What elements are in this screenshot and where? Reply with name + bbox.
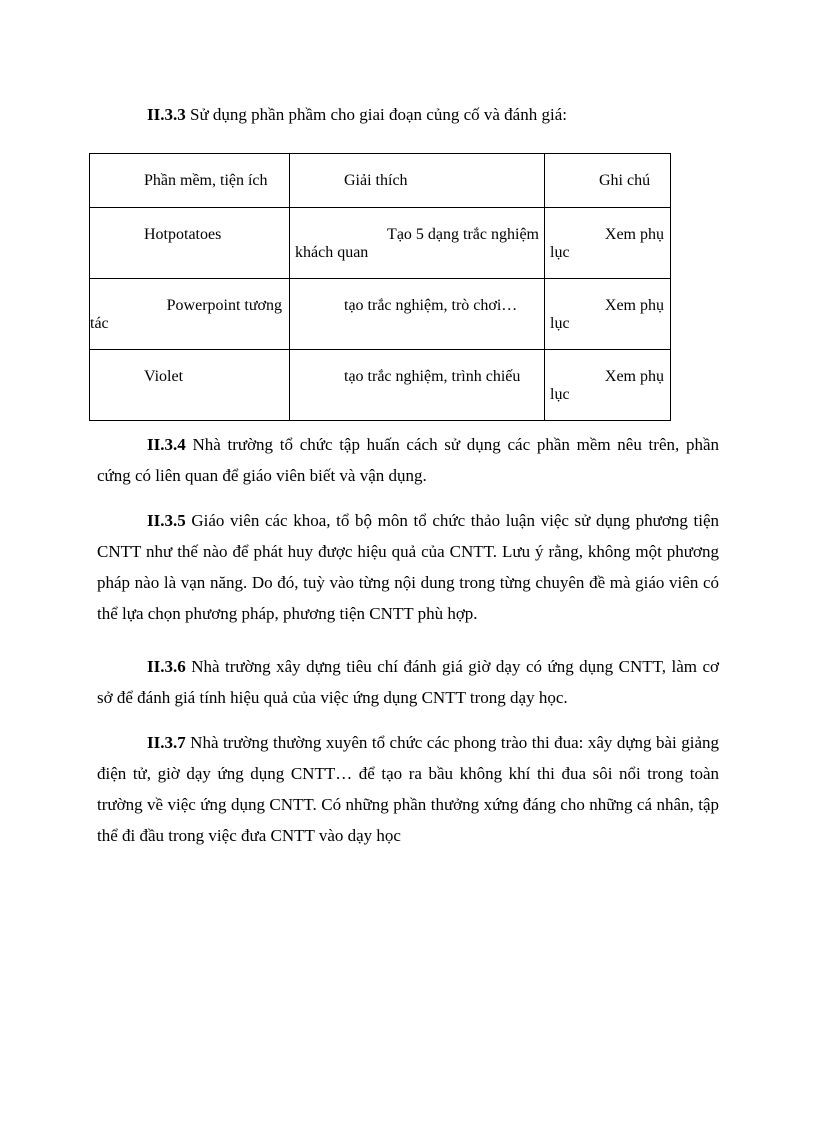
table-header-row — [90, 154, 671, 208]
section-number: II.3.4 — [147, 435, 186, 454]
section-text: Sử dụng phần phầm cho giai đoạn củng cố và đánh giá: — [185, 105, 567, 124]
header-cell-note: Ghi chú — [545, 154, 671, 208]
cell-explanation: Tạo 5 dạng trắc nghiệm khách quan — [290, 208, 545, 279]
section-number: II.3.7 — [147, 733, 186, 752]
paragraph-text: Nhà trường xây dựng tiêu chí đánh giá giờ dạy có ứng dụng CNTT, làm cơ sở để đánh giá tính hiệu quả của việc ứng dụng CNTT trong dạy học. — [97, 657, 719, 707]
cell-note: Xem phụ lục — [545, 279, 671, 350]
section-number: II.3.6 — [147, 657, 186, 676]
table-row — [90, 279, 671, 350]
paragraph-3-5 — [97, 505, 719, 629]
cell-note: Xem phụ lục — [545, 208, 671, 279]
paragraph-3-6 — [97, 651, 719, 713]
software-table — [89, 153, 671, 421]
cell-note: Xem phụ lục — [545, 350, 671, 421]
cell-explanation: tạo trắc nghiệm, trò chơi… — [290, 279, 545, 350]
cell-explanation: tạo trắc nghiệm, trình chiếu — [290, 350, 545, 421]
section-heading-3-3 — [147, 104, 567, 126]
section-number: II.3.3 — [147, 105, 186, 124]
paragraph-text: Nhà trường tổ chức tập huấn cách sử dụng các phần mềm nêu trên, phần cứng có liên quan để giáo viên biết và vận dụng. — [97, 435, 719, 485]
table-row — [90, 208, 671, 279]
cell-software: Powerpoint tương tác — [90, 279, 290, 350]
paragraph-3-4 — [97, 429, 719, 491]
paragraph-text: Nhà trường thường xuyên tổ chức các phong trào thi đua: xây dựng bài giảng điện tử, giờ dạy ứng dụng CNTT… để tạo ra bầu không khí thi đua sôi nổi trong toàn trường về việc ứng dụng CNTT. Có những phần thưởng xứng đáng cho những cá nhân, tập thể đi đầu trong việc đưa CNTT vào dạy học — [97, 733, 719, 845]
paragraph-text: Giáo viên các khoa, tổ bộ môn tổ chức thảo luận việc sử dụng phương tiện CNTT như thế nào để phát huy được hiệu quả của CNTT. Lưu ý rằng, không một phương pháp nào là vạn năng. Do đó, tuỳ vào từng nội dung trong từng chuyên đề mà giáo viên có thể lựa chọn phương pháp, phương tiện CNTT phù hợp. — [97, 511, 719, 623]
cell-software: Violet — [90, 350, 290, 421]
paragraph-3-7 — [97, 727, 719, 851]
header-cell-software: Phần mềm, tiện ích — [90, 154, 290, 208]
header-cell-explanation: Giải thích — [290, 154, 545, 208]
cell-software: Hotpotatoes — [90, 208, 290, 279]
table-row — [90, 350, 671, 421]
section-number: II.3.5 — [147, 511, 186, 530]
